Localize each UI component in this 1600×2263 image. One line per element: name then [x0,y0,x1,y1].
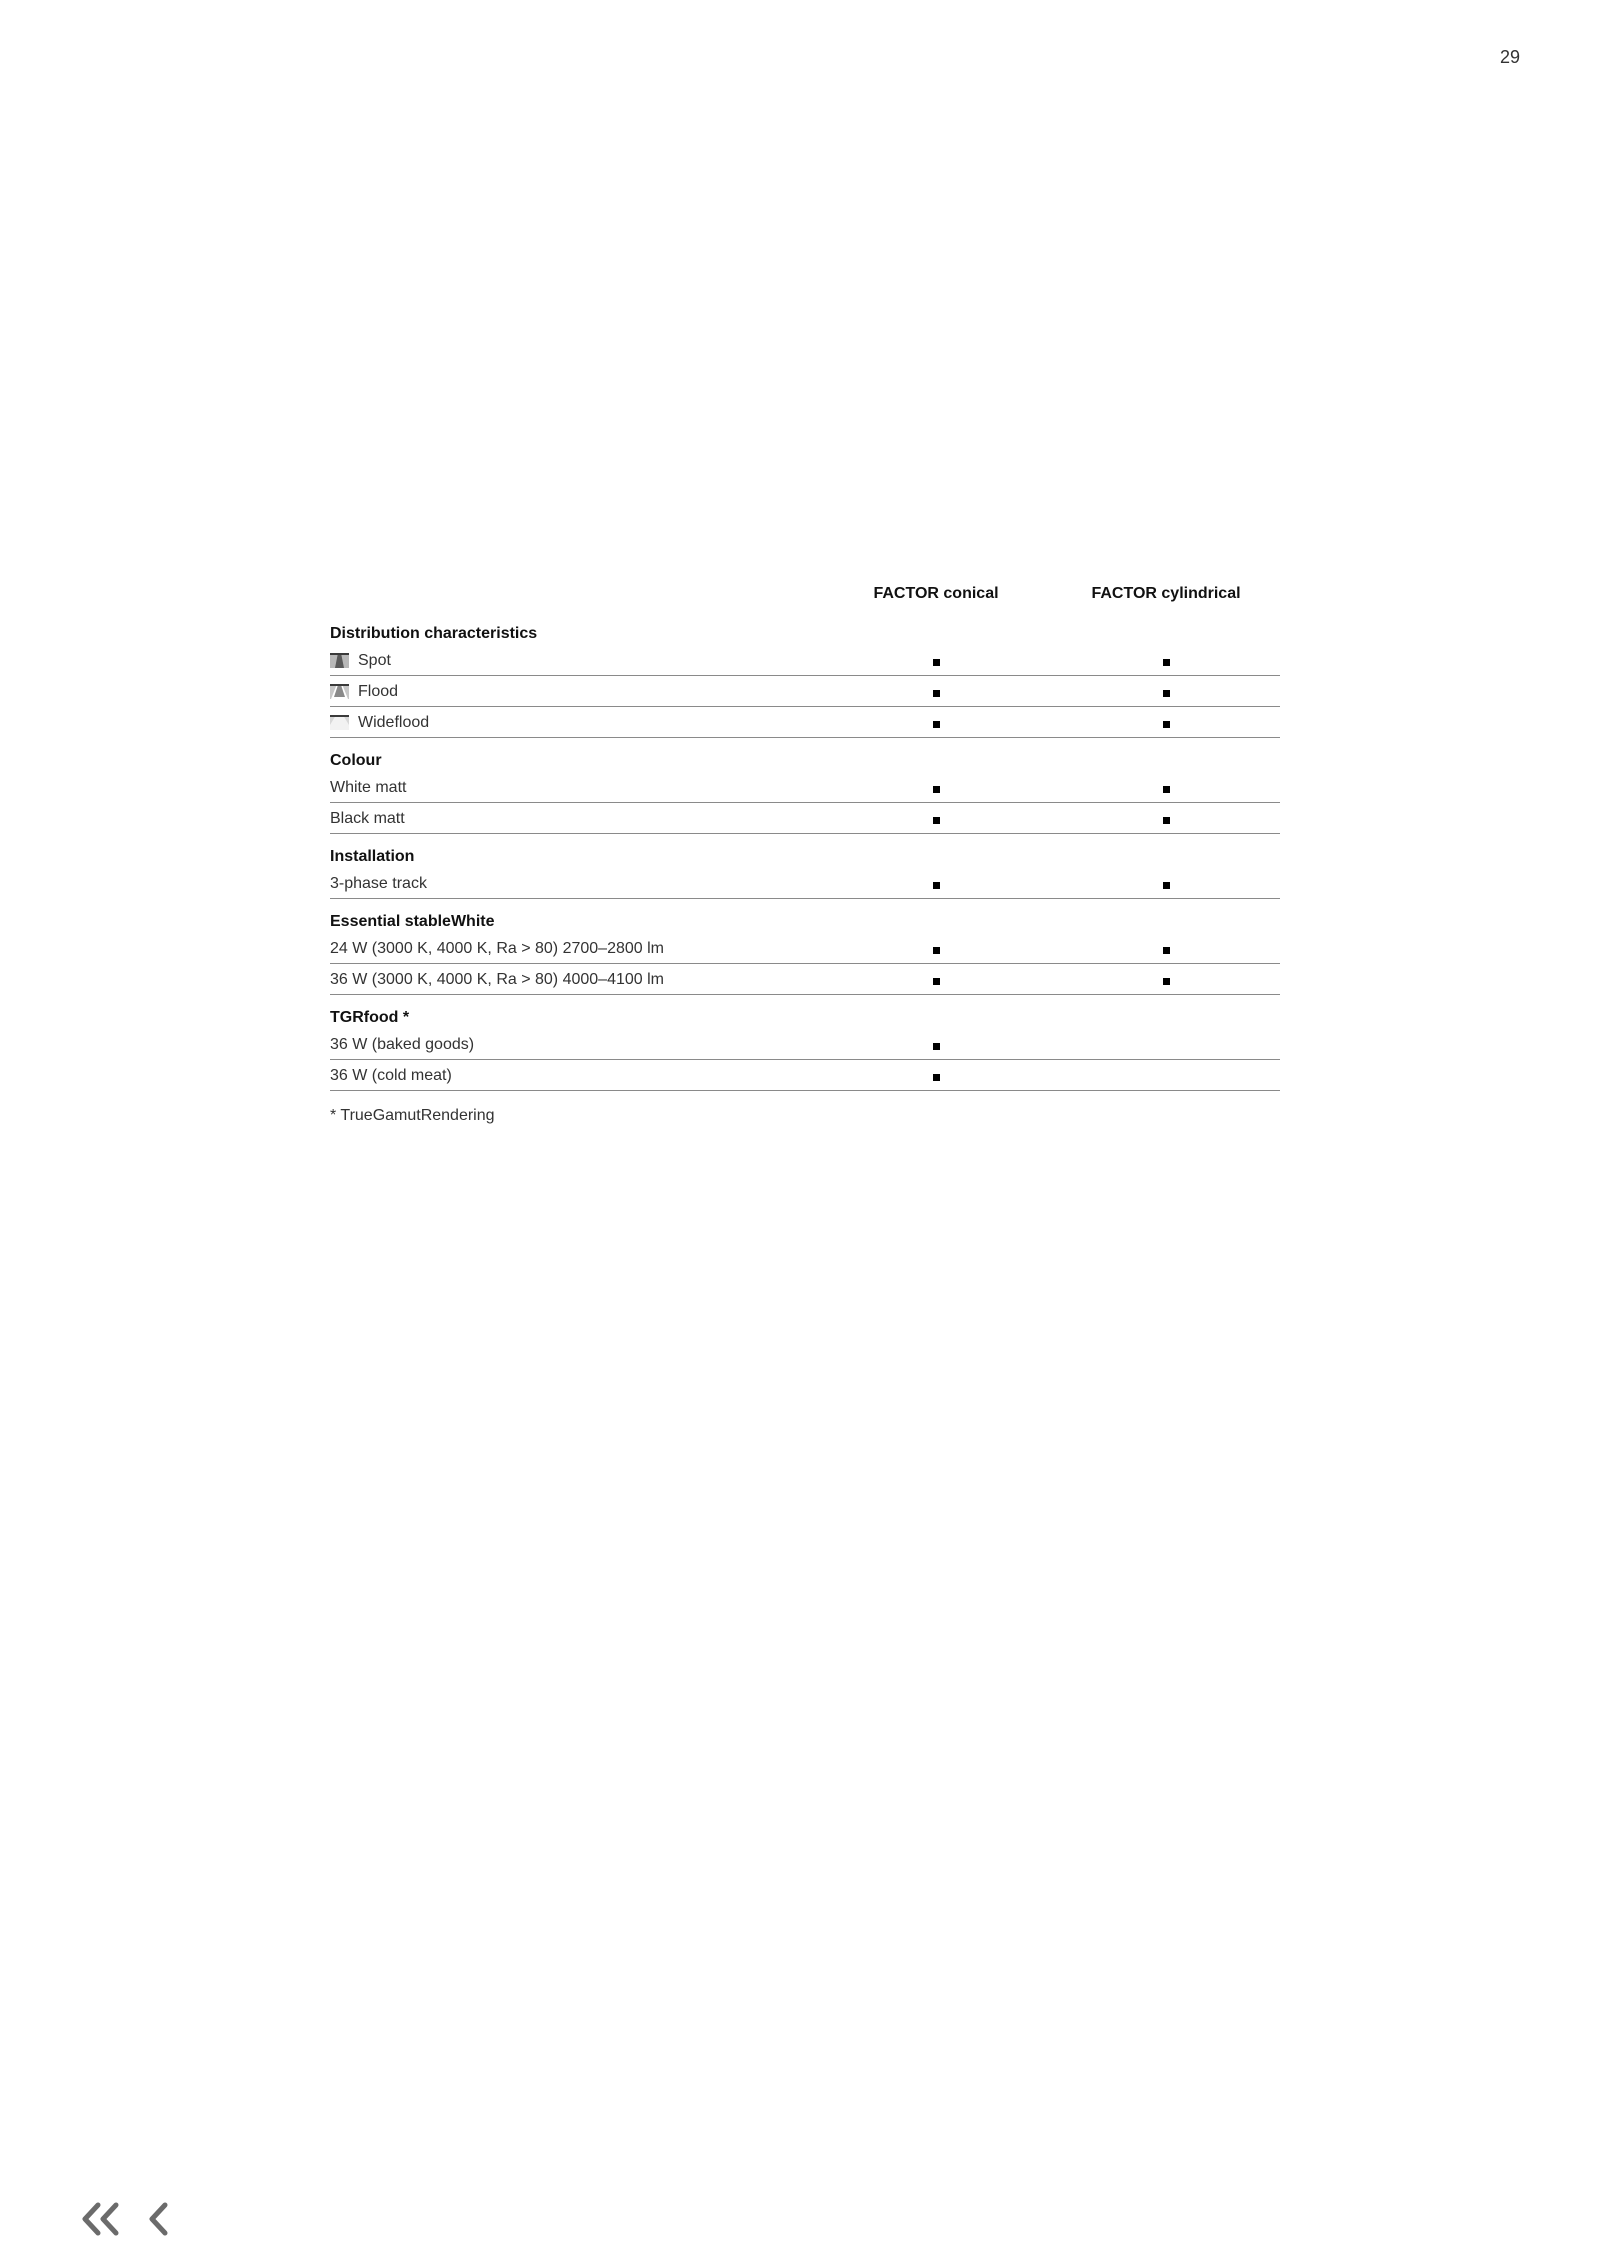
spot-beam-icon [330,653,349,668]
availability-marker [1163,978,1170,985]
row-label: Wideflood [358,714,430,731]
availability-marker [933,947,940,954]
row-label: White matt [330,779,407,796]
availability-marker [1163,947,1170,954]
wideflood-beam-icon [330,715,349,730]
group-title: Colour [330,752,382,769]
table-row [330,1029,1280,1060]
availability-marker [933,1043,940,1050]
flood-beam-icon [330,684,349,699]
table-row [330,772,1280,803]
row-label: 3-phase track [330,875,427,892]
availability-marker [1163,659,1170,666]
group-colour [330,750,1280,834]
availability-marker [933,721,940,728]
row-label: 36 W (baked goods) [330,1036,475,1053]
column-header-factor-cylindrical: FACTOR cylindrical [1091,585,1241,602]
availability-marker [1163,817,1170,824]
availability-marker [1163,786,1170,793]
group-title: Essential stableWhite [330,913,495,930]
table-row [330,1060,1280,1091]
table-row [330,868,1280,899]
chevron-left-icon [147,2201,171,2237]
page-navigation [80,2199,174,2239]
double-chevron-left-icon [80,2201,124,2237]
table-row [330,645,1280,676]
page-number: 29 [1499,47,1520,67]
row-label: 36 W (3000 K, 4000 K, Ra > 80) 4000–4100 lm [330,971,664,988]
table-row [330,964,1280,995]
spec-table [330,585,1280,1125]
availability-marker [1163,721,1170,728]
table-row [330,803,1280,834]
row-label: 24 W (3000 K, 4000 K, Ra > 80) 2700–2800 lm [330,940,664,957]
table-row [330,676,1280,707]
group-tgrfood [330,1007,1280,1091]
row-label: Spot [358,652,391,669]
column-header-factor-conical: FACTOR conical [873,585,999,602]
availability-marker [933,786,940,793]
first-page-button[interactable] [80,2199,124,2239]
availability-marker [933,978,940,985]
group-title: Distribution characteristics [330,625,538,642]
table-row [330,933,1280,964]
group-essential-stablewhite [330,911,1280,995]
group-title: TGRfood * [330,1009,410,1026]
row-label: Flood [358,683,399,700]
availability-marker [933,1074,940,1081]
availability-marker [933,882,940,889]
group-distribution-characteristics [330,623,1280,738]
column-headers [330,585,1280,617]
footnote: * TrueGamutRendering [330,1107,495,1124]
row-label: Black matt [330,810,405,827]
availability-marker [933,690,940,697]
table-row [330,707,1280,738]
group-installation [330,846,1280,899]
availability-marker [933,659,940,666]
availability-marker [933,817,940,824]
row-label: 36 W (cold meat) [330,1067,452,1084]
availability-marker [1163,690,1170,697]
previous-page-button[interactable] [144,2199,174,2239]
availability-marker [1163,882,1170,889]
group-title: Installation [330,848,415,865]
